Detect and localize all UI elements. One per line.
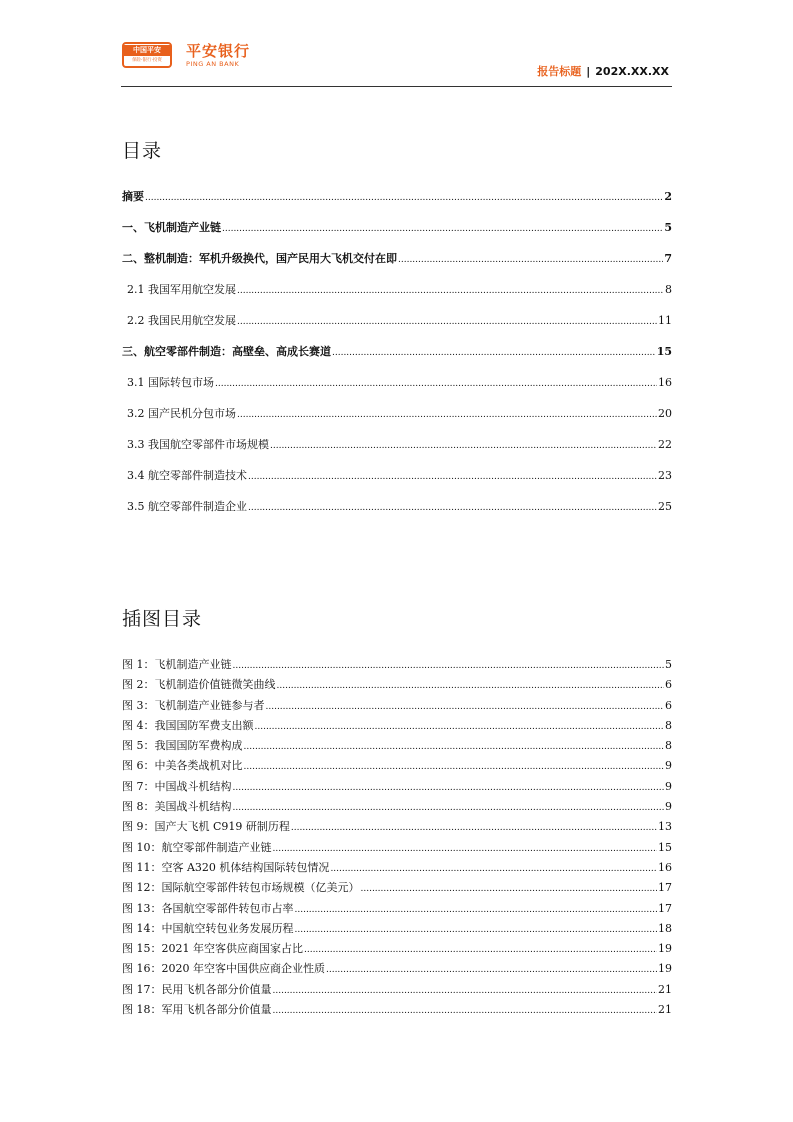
toc-entry[interactable] [122, 818, 672, 838]
toc-entry-page: 25 [658, 500, 672, 513]
toc-entry-label: 3.3 我国航空零部件市场规模 [127, 438, 269, 451]
toc-entry-label: 摘要 [122, 190, 144, 203]
toc-entry-page: 9 [665, 800, 672, 814]
toc-entry-label: 3.1 国际转包市场 [127, 376, 214, 389]
toc-entry[interactable] [122, 879, 672, 899]
toc-entry-label: 图 18：军用飞机各部分价值量 [122, 1003, 272, 1017]
dot-leader [361, 884, 658, 894]
toc-entry-page: 22 [658, 438, 672, 451]
toc-entry-label: 一、飞机制造产业链 [122, 221, 221, 234]
logo-badge-top: 中国平安 [124, 45, 170, 56]
toc-entry-label: 三、航空零部件制造：高壁垒、高成长赛道 [122, 345, 331, 358]
toc-entry-label: 图 17：民用飞机各部分价值量 [122, 982, 272, 996]
dot-leader [291, 823, 657, 833]
toc-entry[interactable] [122, 839, 672, 859]
toc-entry-label: 2.2 我国民用航空发展 [127, 314, 236, 327]
dot-leader [277, 681, 665, 691]
dot-leader [255, 722, 665, 732]
toc-entry-label: 图 14：中国航空转包业务发展历程 [122, 921, 294, 935]
title-separator: | [586, 65, 591, 78]
toc-entry-page: 17 [658, 901, 672, 915]
toc-entry[interactable] [122, 374, 672, 405]
toc-entry[interactable] [122, 219, 672, 250]
figure-toc-list [122, 656, 672, 1021]
logo-badge [122, 42, 172, 68]
toc-entry-label: 图 11：空客 A320 机体结构国际转包情况 [122, 860, 330, 874]
toc-entry-label: 3.5 航空零部件制造企业 [127, 500, 247, 513]
toc-entry-page: 11 [658, 314, 672, 327]
toc-entry-label: 图 6：中美各类战机对比 [122, 759, 243, 773]
dot-leader [233, 661, 665, 671]
dot-leader [295, 905, 658, 915]
toc-entry-page: 9 [665, 759, 672, 773]
toc-entry[interactable] [122, 250, 672, 281]
toc-entry[interactable] [122, 436, 672, 467]
toc-entry[interactable] [122, 405, 672, 436]
toc-entry-label: 图 12：国际航空零部件转包市场规模（亿美元） [122, 881, 360, 895]
toc-entry-page: 6 [665, 698, 672, 712]
toc-entry-label: 图 1：飞机制造产业链 [122, 658, 232, 671]
logo-text [186, 42, 250, 68]
dot-leader [237, 317, 657, 327]
toc-entry[interactable] [122, 900, 672, 920]
toc-entry-page: 8 [665, 739, 672, 753]
toc-entry-page: 2 [664, 190, 672, 203]
toc-entry-page: 18 [658, 921, 672, 935]
dot-leader [145, 193, 663, 203]
toc-entry-label: 图 5：我国国防军费构成 [122, 739, 243, 753]
toc-entry-page: 16 [658, 376, 672, 389]
dot-leader [215, 379, 657, 389]
toc-entry-page: 15 [658, 840, 672, 854]
toc-entry-page: 8 [665, 283, 672, 296]
toc-entry-label: 3.4 航空零部件制造技术 [127, 469, 247, 482]
toc-entry[interactable] [122, 343, 672, 374]
toc-entry[interactable] [122, 940, 672, 960]
dot-leader [244, 742, 665, 752]
dot-leader [270, 441, 657, 451]
dot-leader [330, 864, 657, 874]
toc-entry-label: 图 4：我国国防军费支出额 [122, 718, 254, 732]
toc-entry[interactable] [122, 676, 672, 696]
toc-entry-label: 二、整机制造：军机升级换代，国产民用大飞机交付在即 [122, 252, 397, 265]
toc-entry-label: 图 3：飞机制造产业链参与者 [122, 698, 265, 712]
dot-leader [248, 472, 657, 482]
dot-leader [244, 762, 665, 772]
toc-entry[interactable] [122, 798, 672, 818]
toc-entry[interactable] [122, 467, 672, 498]
toc-entry[interactable] [122, 859, 672, 879]
dot-leader [273, 1006, 658, 1016]
toc-entry[interactable] [122, 656, 672, 676]
toc-entry[interactable] [122, 1001, 672, 1021]
toc-entry[interactable] [122, 981, 672, 1001]
toc-entry[interactable] [122, 960, 672, 980]
dot-leader [248, 503, 657, 513]
toc-entry-label: 图 2：飞机制造价值链微笑曲线 [122, 678, 276, 692]
toc-entry-page: 15 [656, 345, 672, 358]
dot-leader [233, 783, 665, 793]
dot-leader [295, 925, 658, 935]
dot-leader [332, 348, 656, 358]
toc-entry-page: 16 [658, 860, 672, 874]
header-divider [121, 86, 672, 87]
toc-entry[interactable] [122, 312, 672, 343]
dot-leader [304, 945, 657, 955]
toc-entry[interactable] [122, 281, 672, 312]
toc-entry-page: 23 [658, 469, 672, 482]
toc-entry[interactable] [122, 697, 672, 717]
toc-entry[interactable] [122, 188, 672, 219]
logo-cn: 平安银行 [186, 42, 251, 60]
toc-list [122, 188, 672, 529]
toc-entry-page: 19 [658, 962, 672, 976]
toc-entry-page: 19 [658, 942, 672, 956]
toc-entry-label: 2.1 我国军用航空发展 [127, 283, 236, 296]
toc-entry-page: 5 [664, 221, 672, 234]
toc-entry-page: 21 [658, 982, 672, 996]
toc-entry[interactable] [122, 498, 672, 529]
toc-entry[interactable] [122, 920, 672, 940]
toc-entry-page: 13 [658, 820, 672, 834]
toc-entry-page: 7 [664, 252, 672, 265]
dot-leader [237, 410, 657, 420]
dot-leader [237, 286, 664, 296]
dot-leader [273, 844, 658, 854]
dot-leader [222, 224, 663, 234]
toc-entry-label: 图 9：国产大飞机 C919 研制历程 [122, 820, 290, 834]
figure-toc-heading: 插图目录 [122, 608, 203, 630]
toc-heading: 目录 [122, 140, 163, 162]
toc-entry-page: 8 [665, 718, 672, 732]
toc-entry-page: 5 [665, 658, 672, 671]
toc-entry-label: 图 7：中国战斗机结构 [122, 779, 232, 793]
dot-leader [273, 986, 658, 996]
report-date: 202X.XX.XX [595, 65, 669, 78]
dot-leader [266, 702, 665, 712]
dot-leader [233, 803, 665, 813]
toc-entry[interactable] [122, 778, 672, 798]
toc-entry[interactable] [122, 757, 672, 777]
toc-entry-page: 9 [665, 779, 672, 793]
logo-badge-bottom: 保险·银行·投资 [132, 58, 162, 63]
toc-entry-label: 图 16：2020 年空客中国供应商企业性质 [122, 962, 325, 976]
toc-entry-label: 图 8：美国战斗机结构 [122, 800, 232, 814]
report-title: 报告标题 [537, 65, 582, 78]
toc-entry-label: 图 13：各国航空零部件转包市占率 [122, 901, 294, 915]
logo-en: PING AN BANK [186, 60, 240, 68]
report-meta [537, 63, 669, 79]
bank-logo [122, 42, 250, 68]
toc-entry[interactable] [122, 737, 672, 757]
toc-entry-page: 6 [665, 678, 672, 692]
toc-entry-label: 图 15：2021 年空客供应商国家占比 [122, 942, 303, 956]
dot-leader [326, 965, 657, 975]
toc-entry-label: 图 10：航空零部件制造产业链 [122, 840, 272, 854]
toc-entry[interactable] [122, 717, 672, 737]
dot-leader [398, 255, 663, 265]
toc-entry-page: 20 [658, 407, 672, 420]
toc-entry-label: 3.2 国产民机分包市场 [127, 407, 236, 420]
toc-entry-page: 17 [658, 881, 672, 895]
toc-entry-page: 21 [658, 1003, 672, 1017]
